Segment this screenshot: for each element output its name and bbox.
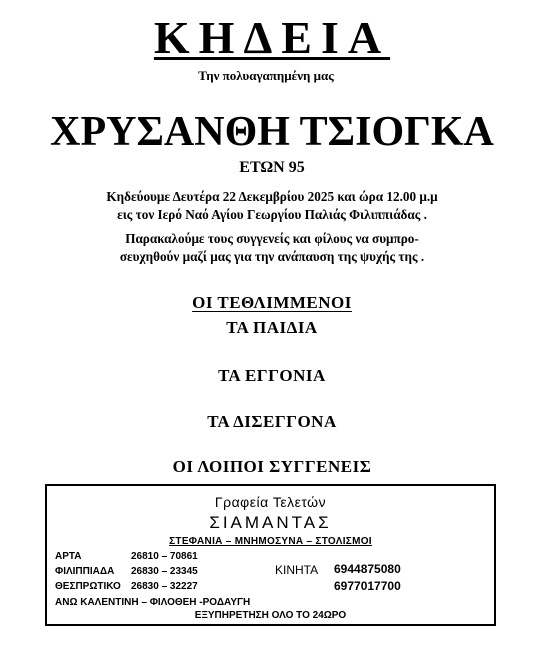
- mobile-phone: [334, 562, 401, 576]
- funeral-services: ΣΤΕΦΑΝΙΑ – ΜΝΗΜΟΣΥΝΑ – ΣΤΟΛΙΣΜΟΙ: [169, 536, 372, 547]
- funeral-office-label: Γραφεία Τελετών: [214, 494, 327, 510]
- branch-place: ΑΡΤΑ: [55, 551, 82, 562]
- body-line-3: Παρακαλούμε τους συγγενείς και φίλους να συμπρο-: [125, 231, 419, 246]
- branch-place: ΘΕΣΠΡΩΤΙΚΟ: [55, 581, 121, 592]
- branch-phone: 26830 – 32227: [131, 581, 198, 592]
- service-hours: ΕΞΥΠΗΡΕΤΗΣΗ ΟΛΟ ΤΟ 24ΩΡΟ: [194, 610, 347, 621]
- mobile-phone-number: 6944875080: [334, 562, 401, 576]
- body-line-1: Κηδεύουμε Δευτέρα 22 Δεκεμβρίου 2025 και ώρα 12.00 μ.μ: [106, 189, 438, 204]
- funeral-home-brand: ΣΙΑΜΑΝΤΑΣ: [209, 513, 332, 532]
- notice-subtitle: Την πολυαγαπημένη μας: [198, 68, 334, 83]
- branch-place: ΦΙΛΙΠΠΙΑΔΑ: [55, 566, 115, 577]
- mourner-grandchildren: ΤΑ ΕΓΓΟΝΙΑ: [218, 366, 326, 385]
- service-areas: ΑΝΩ ΚΑΛΕΝΤΙΝΗ – ΦΙΛΟΘΕΗ -ΡΟΔΑΥΓΗ: [55, 597, 251, 608]
- notice-title-text: ΚΗΔΕΙΑ: [153, 12, 391, 63]
- branch-phone: 26830 – 23345: [131, 566, 198, 577]
- mourner-children: ΤΑ ΠΑΙΔΙΑ: [226, 318, 318, 337]
- mobile-phone: [334, 579, 401, 593]
- branch-phone: 26810 – 70861: [131, 551, 198, 562]
- mobile-phone-number: 6977017700: [334, 579, 401, 593]
- body-line-4: σευχηθούν μαζί μας για την ανάπαυση της ψυχής της .: [119, 249, 425, 264]
- mourner-other-relatives: ΟΙ ΛΟΙΠΟΙ ΣΥΓΓΕΝΕΙΣ: [172, 457, 372, 476]
- funeral-home-box: [45, 484, 496, 626]
- deceased-name: ΧΡΥΣΑΝΘΗ ΤΣΙΟΓΚΑ: [50, 109, 494, 155]
- deceased-age: ΕΤΩΝ 95: [239, 159, 305, 176]
- mourners-heading: ΟΙ ΤΕΘΛΙΜΜΕΝΟΙ: [192, 293, 352, 312]
- mourner-great-grandchildren: ΤΑ ΔΙΣΕΓΓΟΝΑ: [207, 412, 337, 431]
- body-line-2: εις τον Ιερό Ναό Αγίου Γεωργίου Παλιάς Φιλιππιάδας .: [117, 207, 427, 222]
- notice-title: [0, 12, 544, 64]
- mobile-label: ΚΙΝΗΤΑ: [275, 563, 319, 577]
